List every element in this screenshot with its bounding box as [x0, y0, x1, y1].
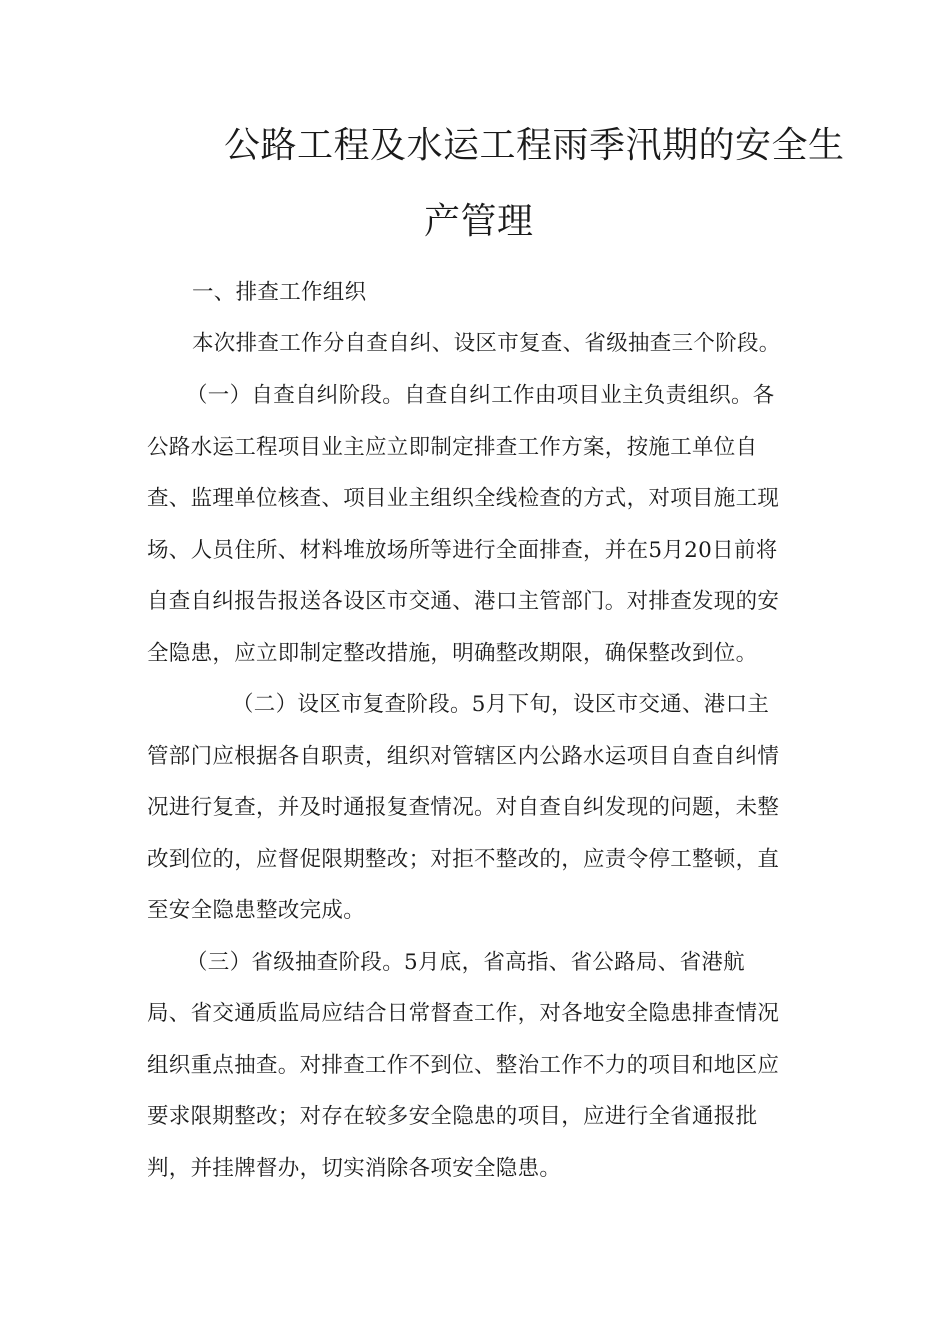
paragraph-line: 况进行复查，并及时通报复查情况。对自查自纠发现的问题，未整: [147, 795, 780, 820]
paragraph-line: 局、省交通质监局应结合日常督查工作，对各地安全隐患排查情况: [147, 1001, 780, 1026]
section-heading: 一、排查工作组织: [192, 280, 367, 305]
paragraph-line: 改到位的，应督促限期整改；对拒不整改的，应责令停工整顿，直: [147, 847, 780, 872]
paragraph-line: 全隐患，应立即制定整改措施，明确整改期限，确保整改到位。: [147, 641, 758, 666]
paragraph-line: 要求限期整改；对存在较多安全隐患的项目，应进行全省通报批: [147, 1104, 758, 1129]
paragraph-line: （三）省级抽查阶段。5月底，省高指、省公路局、省港航: [186, 950, 745, 975]
intro-paragraph: 本次排查工作分自查自纠、设区市复查、省级抽查三个阶段。: [192, 331, 781, 356]
paragraph-line: 管部门应根据各自职责，组织对管辖区内公路水运项目自查自纠情: [147, 744, 780, 769]
paragraph-line: （一）自查自纠阶段。自查自纠工作由项目业主负责组织。各: [186, 383, 775, 408]
paragraph-line: 自查自纠报告报送各设区市交通、港口主管部门。对排查发现的安: [147, 589, 780, 614]
paragraph-line: 判，并挂牌督办，切实消除各项安全隐患。: [147, 1156, 562, 1181]
paragraph-line: 查、监理单位核查、项目业主组织全线检查的方式，对项目施工现: [147, 486, 780, 511]
document-title-line-2: 产管理: [424, 201, 534, 242]
document-title-line-1: 公路工程及水运工程雨季汛期的安全生: [224, 125, 845, 166]
paragraph-line: 场、人员住所、材料堆放场所等进行全面排查，并在5月20日前将: [147, 538, 778, 563]
paragraph-line: 组织重点抽查。对排查工作不到位、整治工作不力的项目和地区应: [147, 1053, 780, 1078]
paragraph-line: （二）设区市复查阶段。5月下旬，设区市交通、港口主: [232, 692, 770, 717]
paragraph-line: 公路水运工程项目业主应立即制定排查工作方案，按施工单位自: [147, 435, 758, 460]
paragraph-line: 至安全隐患整改完成。: [147, 898, 366, 923]
